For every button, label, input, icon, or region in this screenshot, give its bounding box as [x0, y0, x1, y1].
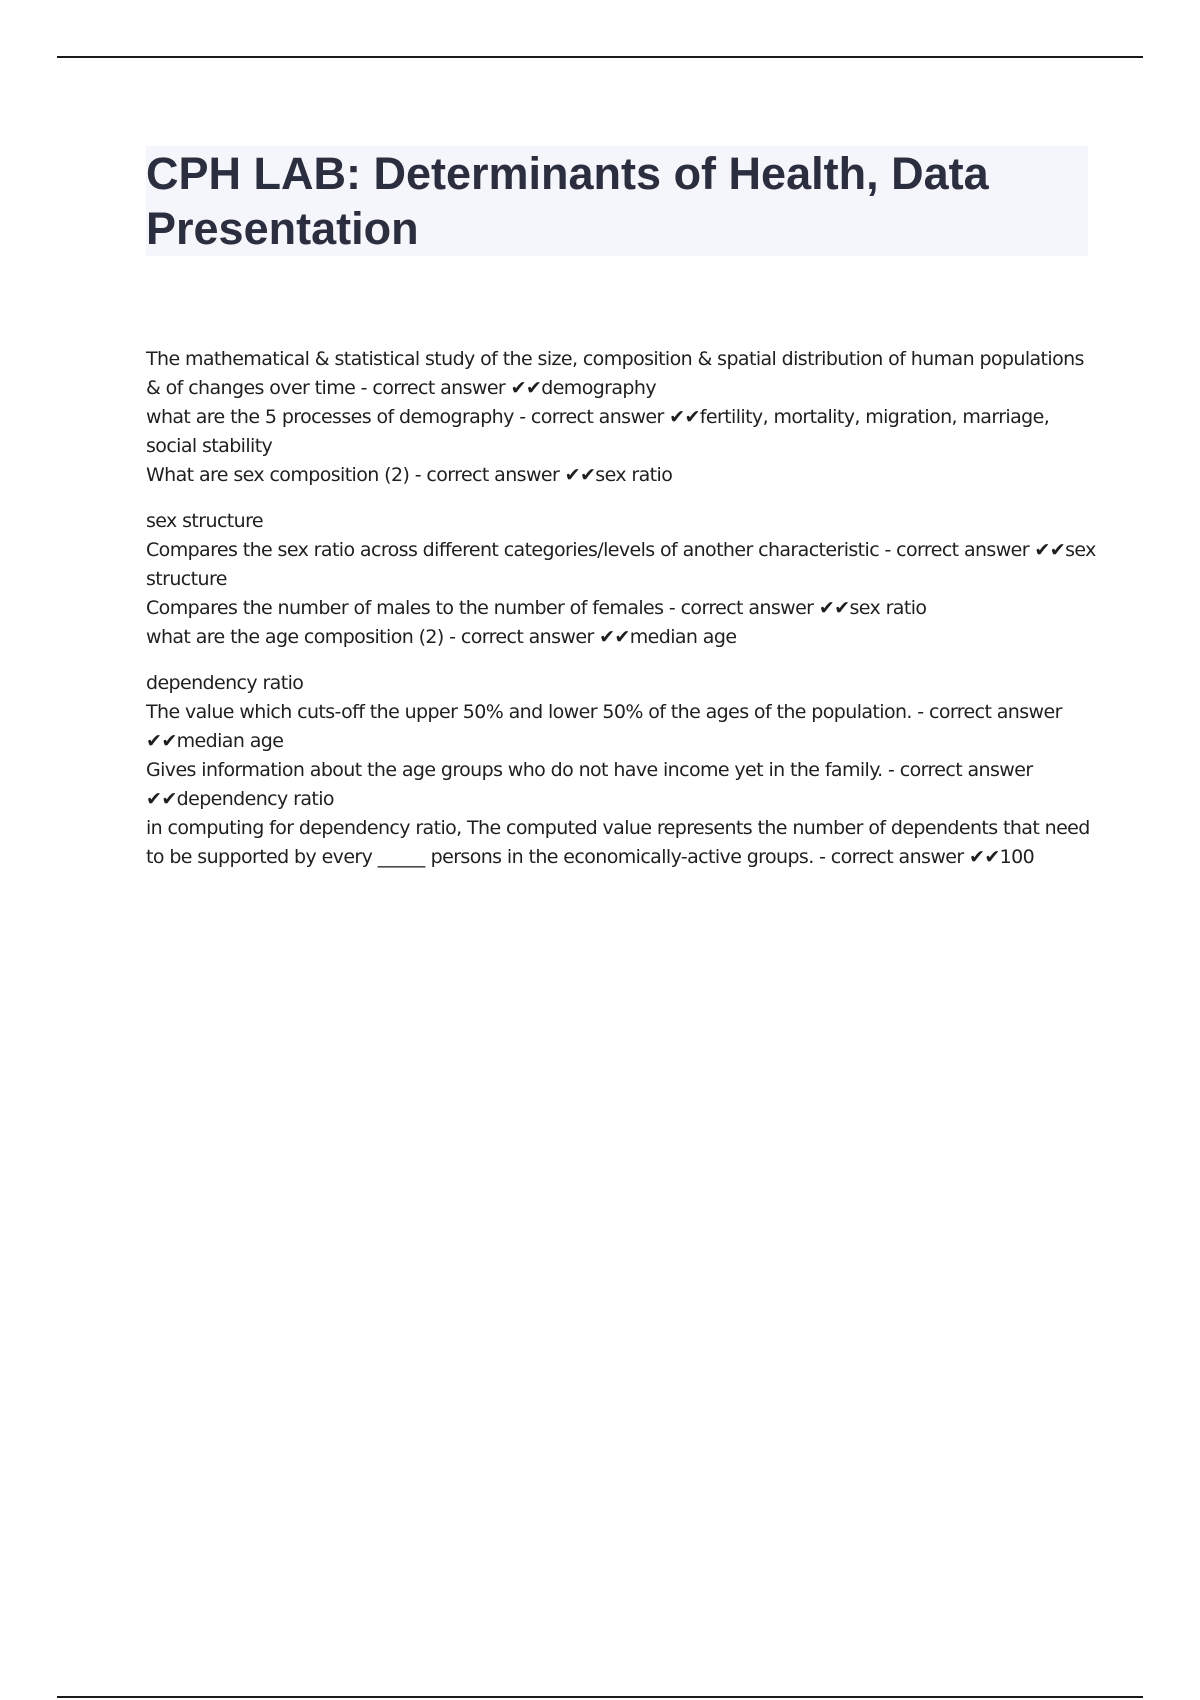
flashcard-8 — [146, 756, 1096, 814]
check-icon: ✔✔ — [818, 597, 850, 619]
check-icon: ✔✔ — [146, 788, 177, 810]
answer-text: median age — [629, 626, 737, 648]
answer-separator: - correct answer — [911, 701, 1062, 723]
check-icon: ✔✔ — [669, 406, 700, 428]
flashcard-5 — [146, 594, 1096, 623]
question-text: Gives information about the age groups who do not have income yet in the family. — [146, 759, 883, 781]
flashcard-9 — [146, 814, 1096, 872]
question-text: Compares the number of males to the number of females — [146, 597, 664, 619]
flashcard-7 — [146, 698, 1096, 756]
answer-text: sex ratio — [595, 464, 673, 486]
answer-text: sex structure — [146, 539, 1096, 590]
answer-text: dependency ratio — [176, 788, 334, 810]
answer-separator: - correct answer — [355, 377, 511, 399]
answer-separator: - correct answer — [409, 464, 565, 486]
answer-text: fertility, mortality, migration, marriage, social stability — [146, 406, 1050, 457]
question-text: what are the 5 processes of demography — [146, 406, 514, 428]
fill-in-blank: _____ — [377, 846, 426, 868]
answer-text: demography — [541, 377, 656, 399]
answer-separator: - correct answer — [882, 759, 1033, 781]
question-text: in computing for dependency ratio, The computed value represents the number of dependents that need to be supported by every — [146, 817, 1090, 868]
question-text-continued: persons in the economically-active groups. — [425, 846, 814, 868]
answer-text: 100 — [999, 846, 1035, 868]
answer-continuation: sex structure — [146, 510, 263, 532]
flashcard-1 — [146, 345, 1096, 403]
check-icon: ✔✔ — [146, 730, 177, 752]
check-icon: ✔✔ — [510, 377, 542, 399]
flashcard-list — [146, 345, 1096, 872]
question-text: The mathematical & statistical study of the size, composition & spatial distribution of human populations & of changes over time — [146, 348, 1084, 399]
question-text: Compares the sex ratio across different categories/levels of another characteristic — [146, 539, 880, 561]
flashcard-4 — [146, 536, 1096, 594]
check-icon: ✔✔ — [564, 464, 596, 486]
top-rule — [57, 56, 1143, 58]
answer-text: sex ratio — [849, 597, 927, 619]
flashcard-2 — [146, 403, 1096, 461]
flashcard-3 — [146, 461, 1096, 490]
document-title: CPH LAB: Determinants of Health, Data Presentation — [146, 148, 989, 254]
answer-separator: - correct answer — [663, 597, 819, 619]
check-icon: ✔✔ — [969, 846, 1000, 868]
answer-continuation: dependency ratio — [146, 672, 304, 694]
flashcard-6 — [146, 623, 1096, 652]
check-icon: ✔✔ — [1034, 539, 1066, 561]
answer-separator: - correct answer — [443, 626, 600, 648]
question-text: What are sex composition (2) — [146, 464, 410, 486]
answer-separator: - correct answer — [813, 846, 970, 868]
answer-separator: - correct answer — [879, 539, 1035, 561]
check-icon: ✔✔ — [599, 626, 630, 648]
bottom-rule — [57, 1696, 1143, 1698]
answer-separator: - correct answer — [513, 406, 670, 428]
answer-text: median age — [176, 730, 284, 752]
question-text: what are the age composition (2) — [146, 626, 444, 648]
question-text: The value which cuts-off the upper 50% and lower 50% of the ages of the population. — [146, 701, 912, 723]
